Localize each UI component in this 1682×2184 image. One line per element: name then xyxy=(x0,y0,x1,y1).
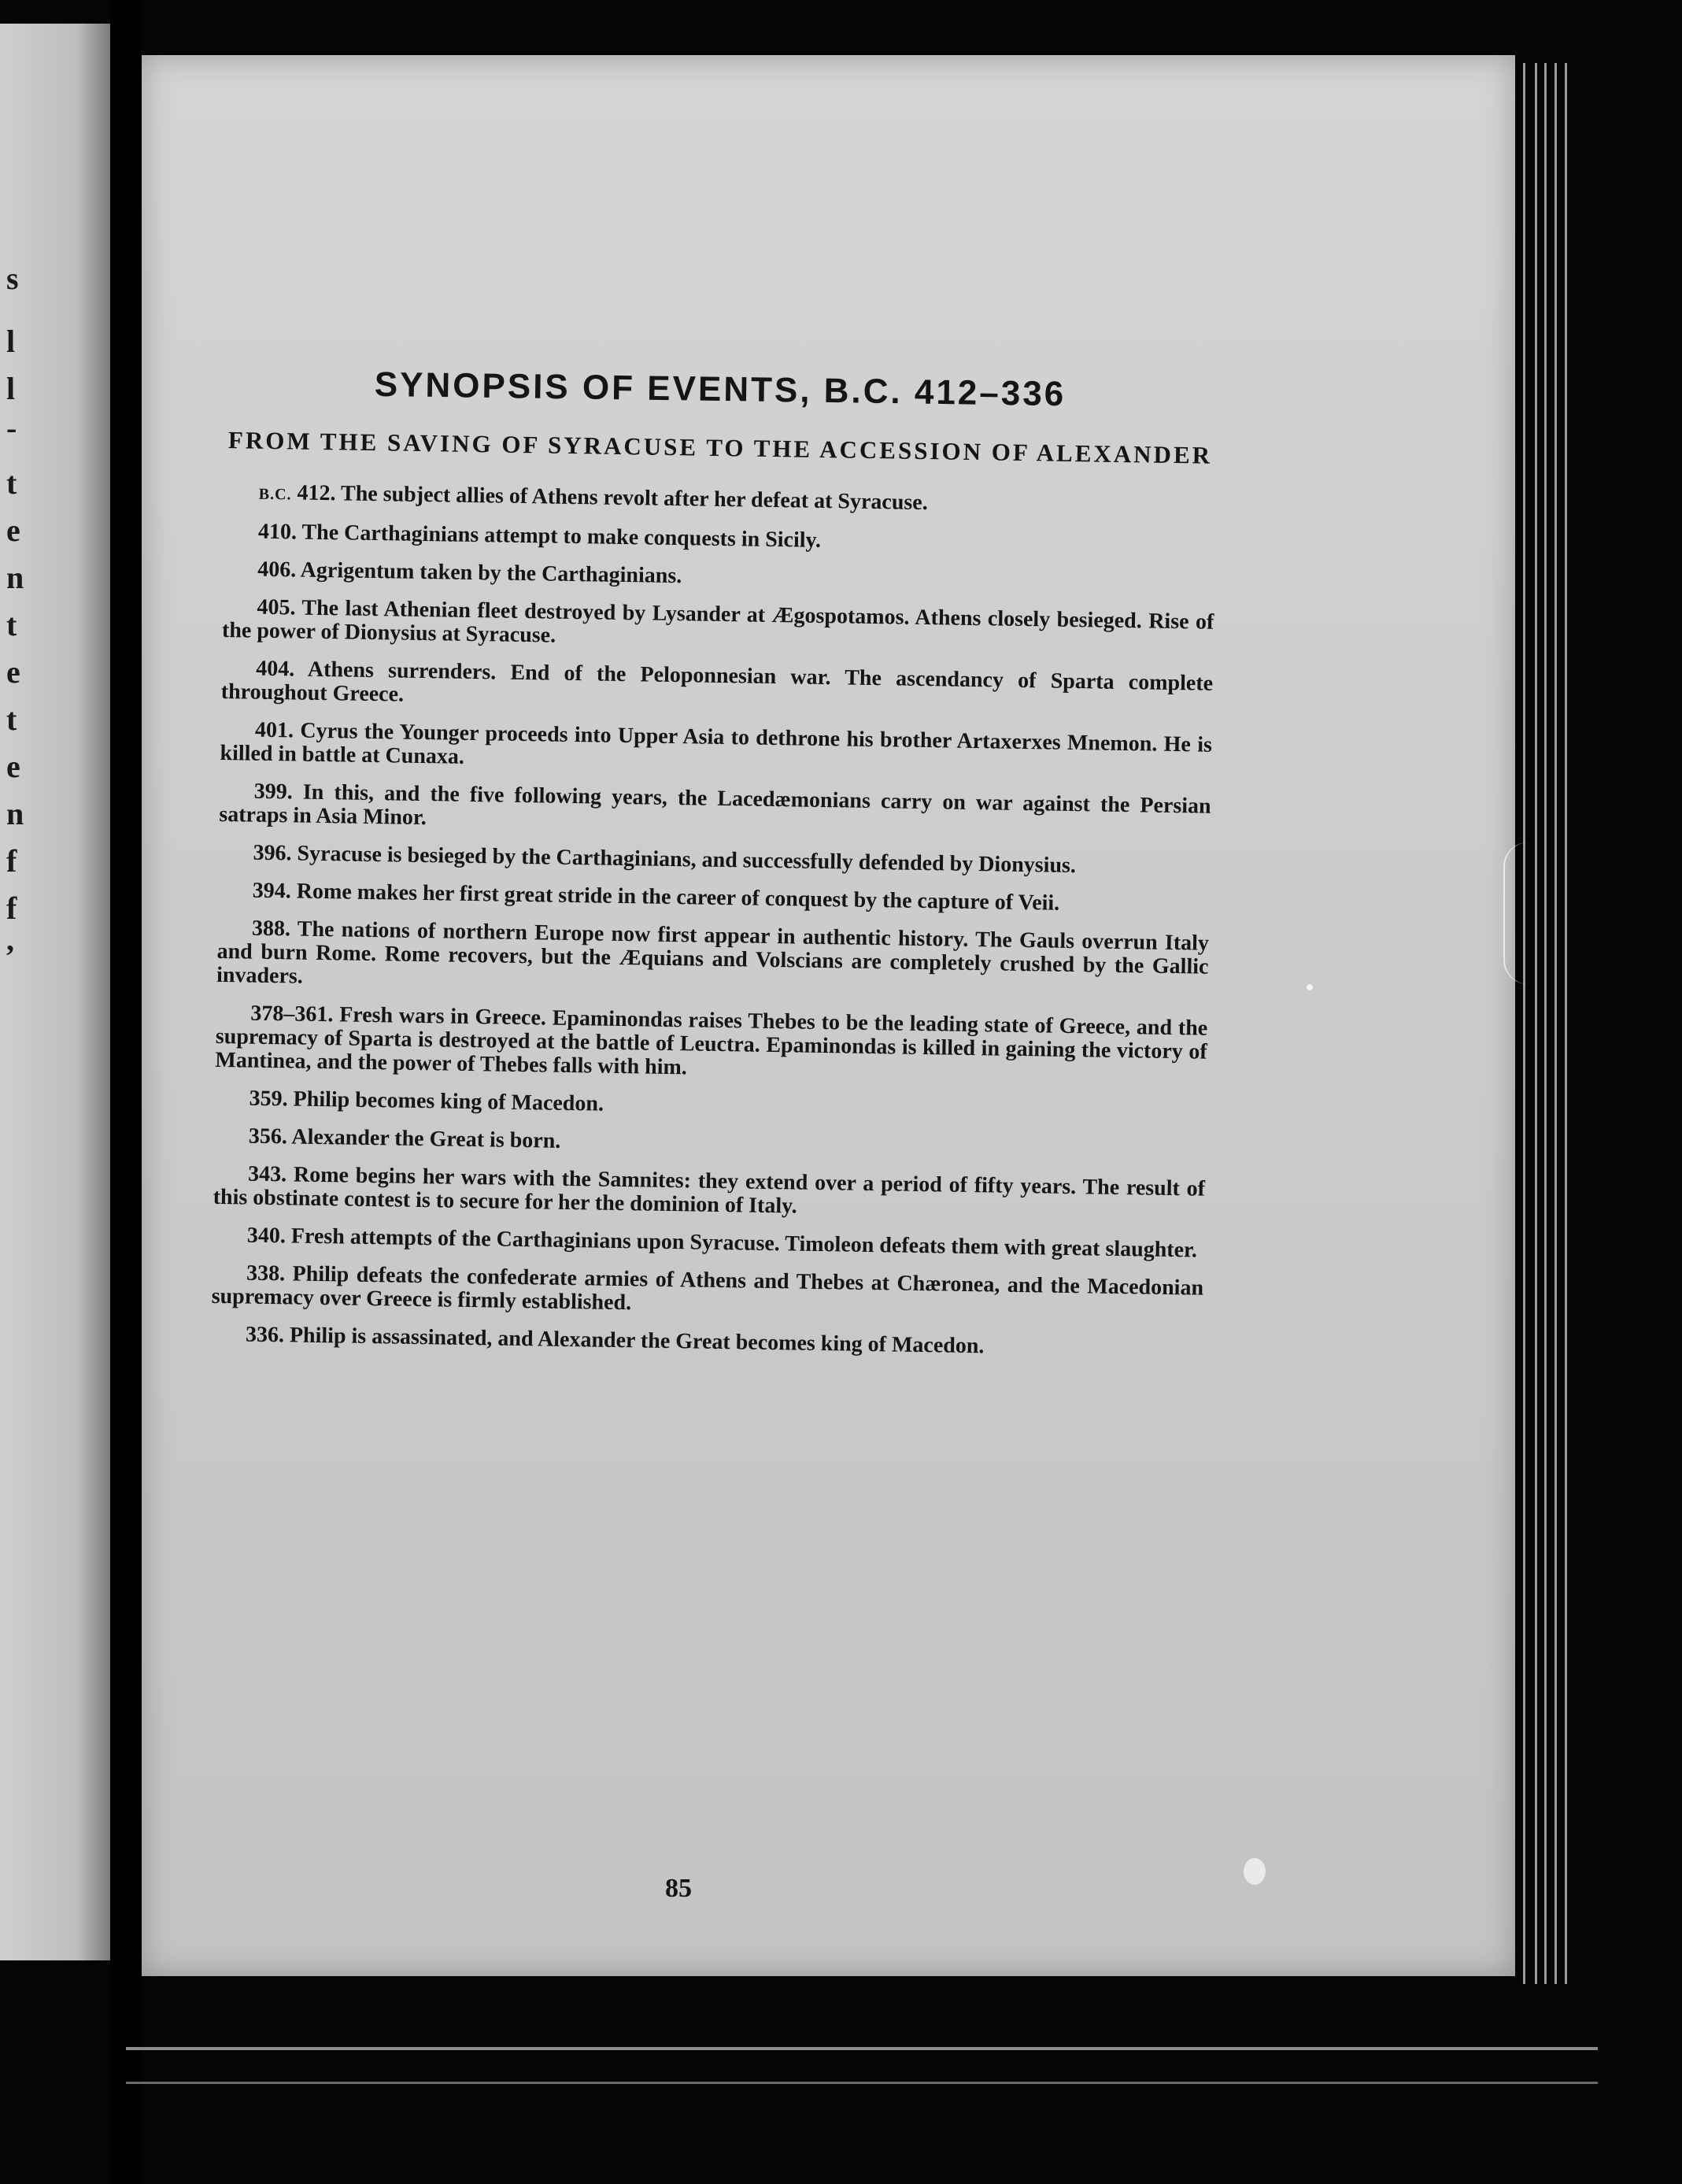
page-title: SYNOPSIS OF EVENTS, B.C. 412–336 xyxy=(374,365,1066,414)
events-list xyxy=(211,480,1216,1362)
event-entry xyxy=(213,1162,1205,1225)
event-text: Athens surrenders. End of the Peloponnesian war. The ascendancy of Sparta complete throughout Greece. xyxy=(220,657,1214,707)
event-entry xyxy=(219,779,1211,842)
event-year: 401. xyxy=(254,717,294,743)
page-number: 85 xyxy=(665,1874,692,1903)
left-page-glyph: t xyxy=(6,607,17,642)
event-entry xyxy=(224,520,1215,559)
left-page-glyph: l xyxy=(6,324,16,359)
left-page-glyph: t xyxy=(6,701,17,737)
event-text: Fresh attempts of the Carthaginians upon Syracuse. Timoleon defeats them with great slaughter. xyxy=(290,1223,1198,1263)
era-prefix: B.C. xyxy=(258,485,292,504)
event-text: Cyrus the Younger proceeds into Upper Asia to dethrone his brother Artaxerxes Mnemon. He is killed in battle at Cunaxa. xyxy=(220,718,1213,769)
left-page-glyph: t xyxy=(6,465,17,501)
event-year: 405. xyxy=(257,594,296,620)
page-content xyxy=(211,365,1216,1360)
event-year: 404. xyxy=(256,656,295,682)
event-text: The Carthaginians attempt to make conquests in Sicily. xyxy=(301,520,822,553)
left-page-glyph: e xyxy=(6,749,20,784)
event-year: 356. xyxy=(248,1123,288,1149)
event-entry xyxy=(213,1223,1204,1263)
page-edge xyxy=(1535,63,1537,1984)
event-year: 340. xyxy=(246,1223,286,1249)
page-edge xyxy=(1554,63,1557,1984)
event-year: 343. xyxy=(247,1161,287,1187)
event-entry xyxy=(211,1261,1203,1324)
event-year: 410. xyxy=(257,519,298,545)
event-text: Rome makes her first great stride in the career of conquest by the capture of Veii. xyxy=(296,879,1060,916)
event-entry xyxy=(222,595,1214,658)
left-page-glyph: n xyxy=(6,560,24,595)
event-entry xyxy=(221,657,1214,720)
event-year: 406. xyxy=(257,557,297,583)
left-facing-page xyxy=(0,24,110,1960)
left-page-glyph: , xyxy=(6,922,14,957)
event-year: 388. xyxy=(251,916,291,942)
event-entry xyxy=(224,480,1215,521)
event-entry xyxy=(218,841,1210,880)
left-page-glyph: f xyxy=(6,843,17,879)
event-year: 394. xyxy=(252,878,292,904)
event-entry xyxy=(214,1124,1206,1164)
event-entry xyxy=(214,1086,1206,1126)
event-entry xyxy=(220,718,1212,781)
event-text: In this, and the five following years, the Lacedæmonians carry on war against the Persian satraps in Asia Minor. xyxy=(219,779,1211,831)
event-text: Alexander the Great is born. xyxy=(291,1124,561,1153)
hair-fiber xyxy=(1503,842,1552,984)
event-text: Philip becomes king of Macedon. xyxy=(293,1086,604,1116)
event-year: 378–361. xyxy=(250,1001,334,1027)
event-year: 399. xyxy=(253,779,294,805)
event-text: Syracuse is besieged by the Carthaginians, and successfully defended by Dionysius. xyxy=(297,841,1077,879)
event-text: Rome begins her wars with the Samnites: they extend over a period of fifty years. The result of this obstinate contest is to secure for her the dominion of Italy. xyxy=(213,1162,1206,1219)
event-entry xyxy=(215,1001,1207,1088)
event-text: The subject allies of Athens revolt after her defeat at Syracuse. xyxy=(340,481,928,516)
event-text: Philip defeats the confederate armies of Athens and Thebes at Chæronea, and the Macedonian supremacy over Greece is firmly established. xyxy=(211,1261,1204,1316)
left-page-glyph: l xyxy=(6,371,16,406)
event-entry xyxy=(211,1323,1203,1362)
event-year: 338. xyxy=(246,1260,286,1286)
event-text: Philip is assassinated, and Alexander the Great becomes king of Macedon. xyxy=(289,1323,985,1359)
event-text: The nations of northern Europe now first appear in authentic history. The Gauls overrun Italy and burn Rome. Rome recovers, but the Æquians and Volscians are completely crushed by the Gallic invaders. xyxy=(216,916,1210,989)
dust-speck xyxy=(1244,1858,1266,1885)
page-bottom-edge xyxy=(126,2047,1598,2084)
event-year: 412. xyxy=(297,480,336,506)
left-page-glyph: e xyxy=(6,654,20,690)
book-gutter xyxy=(110,0,142,2184)
event-year: 336. xyxy=(245,1322,285,1348)
page-subtitle: FROM THE SAVING OF SYRACUSE TO THE ACCESSION OF ALEXANDER xyxy=(227,426,1213,469)
left-page-glyph: - xyxy=(6,410,17,446)
event-text: The last Athenian fleet destroyed by Lysander at Ægospotamos. Athens closely besieged. Rise of the power of Dionysius at Syracuse. xyxy=(221,595,1214,648)
dust-speck xyxy=(1307,984,1313,990)
event-entry xyxy=(223,557,1214,597)
event-entry xyxy=(218,879,1210,918)
left-page-glyph: e xyxy=(6,513,20,548)
page-edge xyxy=(1565,63,1567,1984)
event-text: Agrigentum taken by the Carthaginians. xyxy=(300,557,682,589)
event-year: 359. xyxy=(249,1086,288,1112)
page-edge xyxy=(1544,63,1547,1984)
left-page-glyph: f xyxy=(6,890,17,926)
event-text: Fresh wars in Greece. Epaminondas raises Thebes to be the leading state of Greece, and the supremacy of Sparta is destroyed at the battle of Leuctra. Epaminondas is killed in gaining the victory of Mantinea, and the power of Thebes falls with him. xyxy=(215,1002,1208,1080)
event-entry xyxy=(216,916,1209,1003)
page-edge xyxy=(1523,63,1525,1984)
left-page-glyph: n xyxy=(6,796,24,831)
left-page-glyph: s xyxy=(6,261,19,296)
event-year: 396. xyxy=(253,840,292,866)
